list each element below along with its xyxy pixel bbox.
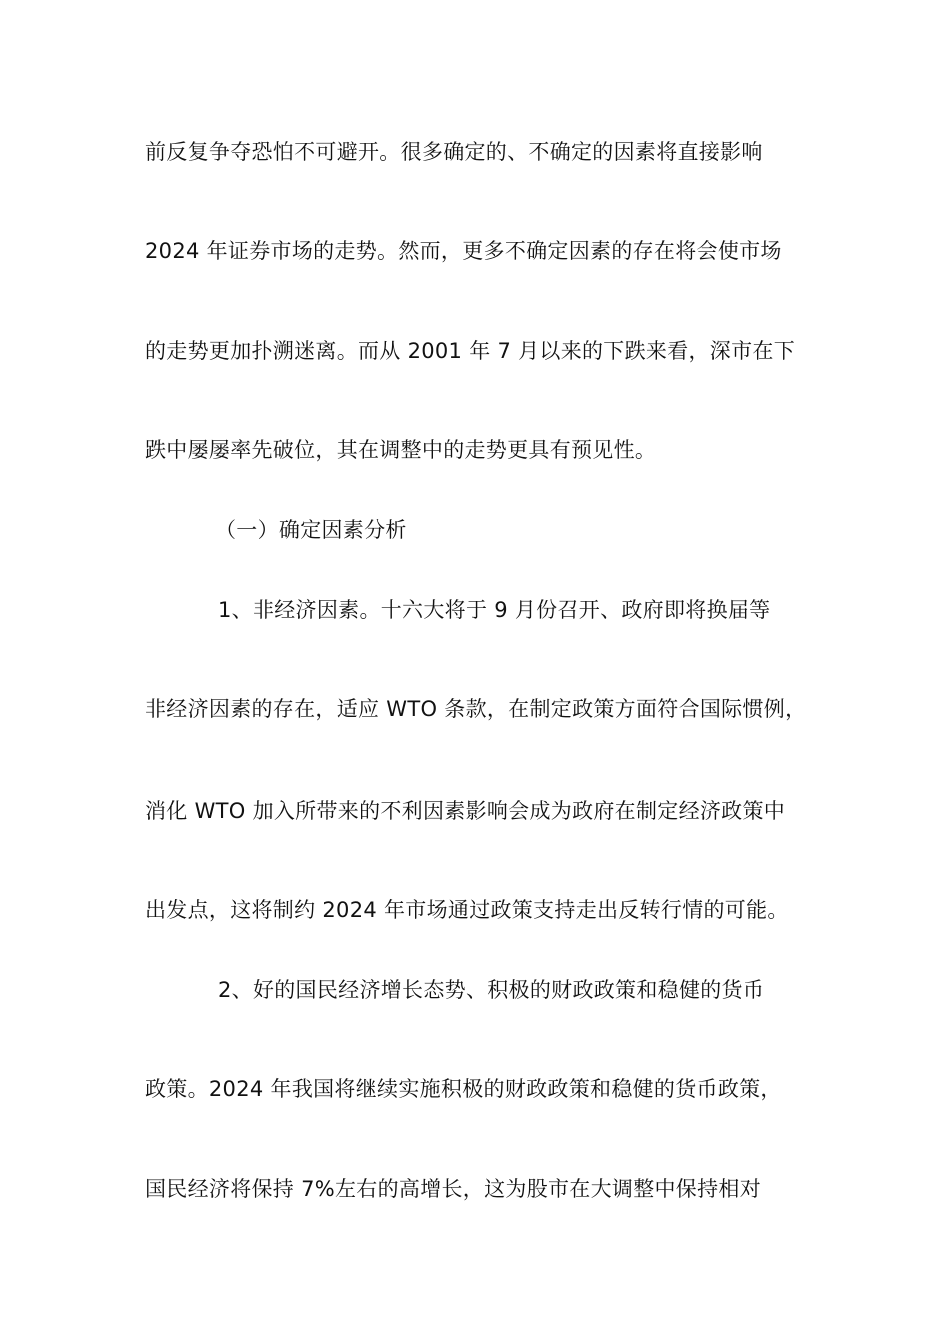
paragraph-line: 消化 WTO 加入所带来的不利因素影响会成为政府在制定经济政策中 — [145, 799, 786, 823]
paragraph-line: 的走势更加扑溯迷离。而从 2001 年 7 月以来的下跌来看，深市在下 — [145, 339, 796, 363]
paragraph-line: 出发点，这将制约 2024 年市场通过政策支持走出反转行情的可能。 — [145, 898, 789, 922]
section-heading: （一）确定因素分析 — [215, 518, 407, 542]
paragraph-line: 跌中屡屡率先破位，其在调整中的走势更具有预见性。 — [145, 438, 657, 462]
paragraph-line: 1、非经济因素。十六大将于 9 月份召开、政府即将换届等 — [218, 598, 771, 622]
paragraph-line: 国民经济将保持 7%左右的高增长，这为股市在大调整中保持相对 — [145, 1177, 761, 1201]
paragraph-line: 2024 年证券市场的走势。然而，更多不确定因素的存在将会使市场 — [145, 239, 782, 263]
paragraph-line: 非经济因素的存在，适应 WTO 条款，在制定政策方面符合国际惯例， — [145, 697, 807, 721]
paragraph-line: 前反复争夺恐怕不可避开。很多确定的、不确定的因素将直接影响 — [145, 140, 763, 164]
paragraph-line: 2、好的国民经济增长态势、积极的财政政策和稳健的货币 — [218, 978, 765, 1002]
paragraph-line: 政策。2024 年我国将继续实施积极的财政政策和稳健的货币政策， — [145, 1077, 782, 1101]
